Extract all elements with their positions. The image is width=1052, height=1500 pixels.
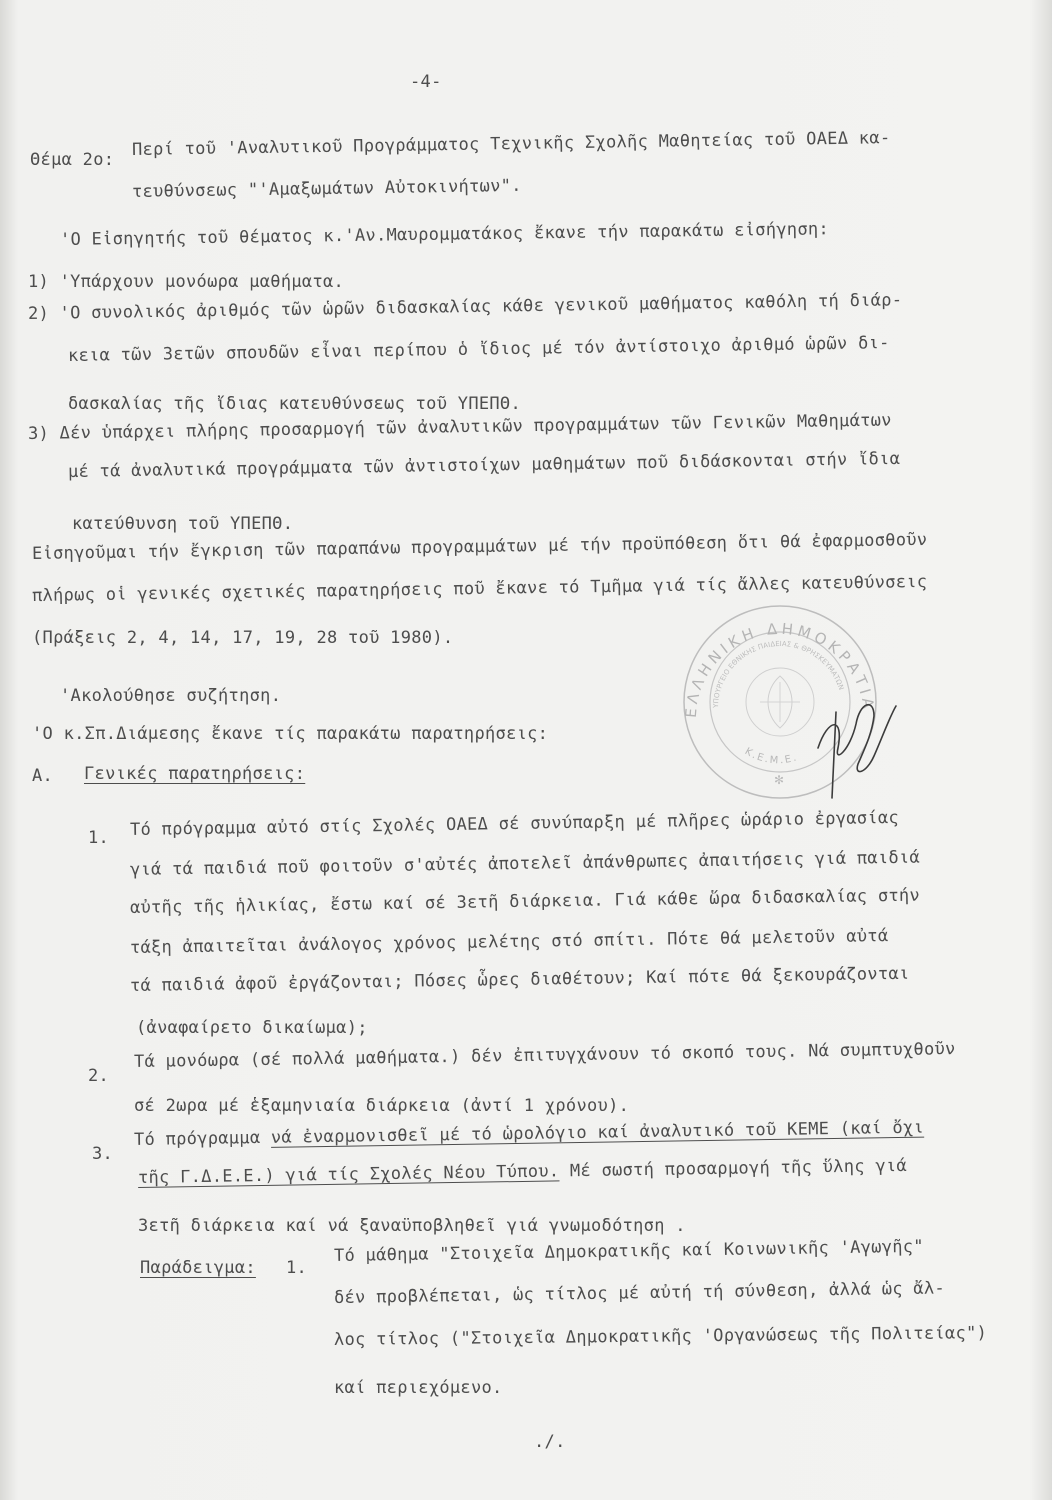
example-line-2: δέν προβλέπεται, ὡς τίτλος μέ αὐτή τή σύνθεση, ἀλλά ὡς ἄλ- — [333, 1278, 946, 1308]
obs-3-line-2 — [138, 1156, 907, 1188]
example-line-4: καί περιεχόμενο. — [334, 1378, 503, 1398]
obs-1-line-2: γιά τά παιδιά ποῦ φοιτοῦν σ'αὐτές ἀποτελεῖ ἀπάνθρωπες ἀπαιτήσεις γιά παιδιά — [129, 847, 921, 880]
obs-2-line-2: σέ 2ωρα μέ ἑξαμηνιαία διάρκεια (ἀντί 1 χρόνου). — [134, 1096, 630, 1116]
svg-text:Κ.Ε.Μ.Ε. — [743, 746, 800, 766]
proposal-line-1: Εἰσηγοῦμαι τήν ἔγκριση τῶν παραπάνω προγραμμάτων μέ τήν προϋπόθεση ὅτι θά ἐφαρμοσθοῦν — [31, 529, 928, 564]
continuation-mark: ./. — [534, 1432, 566, 1452]
obs-2-number: 2. — [88, 1066, 110, 1086]
obs-1-line-3: αὐτῆς τῆς ἡλικίας, ἔστω καί σέ 3ετῆ διάρκεια. Γιά κάθε ὥρα διδασκαλίας στήν — [129, 885, 921, 918]
obs-3-line-2-underlined: τῆς Γ.Δ.Ε.Ε.) γιά τίς Σχολές Νέου Τύπου. — [137, 1161, 560, 1188]
example-line-1: Τό μάθημα "Στοιχεῖα Δημοκρατικῆς καί Κοινωνικῆς 'Αγωγῆς" — [333, 1236, 925, 1266]
discussion-text: 'Ακολούθησε συζήτηση. — [60, 686, 282, 706]
stamp-bottom-text: Κ.Ε.Μ.Ε. — [742, 746, 800, 767]
svg-text:✻: ✻ — [774, 773, 785, 787]
point-1: 1) 'Υπάρχουν μονόωρα μαθήματα. — [28, 272, 345, 292]
example-number: 1. — [286, 1258, 308, 1278]
section-a-letter: Α. — [32, 766, 54, 786]
obs-3-line-1 — [134, 1118, 924, 1150]
obs-3-line-2-rest: Μέ σωστή προσαρμογή τῆς ὕλης γιά — [559, 1155, 908, 1182]
obs-3-number: 3. — [92, 1144, 114, 1164]
obs-3-line-3: 3ετῆ διάρκεια καί νά ξαναϋποβληθεῖ γιά γνωμοδότηση . — [138, 1216, 686, 1236]
proposal-line-2: πλήρως οἱ γενικές σχετικές παρατηρήσεις ποῦ ἔκανε τό Τμῆμα γιά τίς ἄλλες κατευθύνσεις — [31, 571, 928, 606]
stamp-outer-text: ΕΛΛΗΝΙΚΗ ΔΗΜΟΚΡΑΤΙΑ — [681, 619, 878, 719]
point-3-line-1: 3) Δέν ὑπάρχει πλήρης προσαρμογή τῶν ἀναλυτικῶν προγραμμάτων τῶν Γενικῶν Μαθημάτων — [27, 410, 892, 444]
heading-line-2: τευθύνσεως "'Αμαξωμάτων Αὐτοκινήτων". — [131, 175, 522, 202]
obs-2-line-1: Τά μονόωρα (σέ πολλά μαθήματα.) δέν ἐπιτυγχάνουν τό σκοπό τους. Νά συμπτυχθοῦν — [133, 1039, 956, 1072]
page-number: -4- — [410, 72, 442, 92]
section-a-title: Γενικές παρατηρήσεις: — [84, 764, 306, 784]
example-line-3: λος τίτλος ("Στοιχεῖα Δημοκρατικῆς 'Οργανώσεως τῆς Πολιτείας") — [333, 1323, 988, 1350]
point-2-line-3: δασκαλίας τῆς ἴδιας κατευθύνσεως τοῦ ΥΠΕΠΘ. — [68, 394, 521, 414]
point-2-line-1: 2) 'Ο συνολικός ἀριθμός τῶν ὡρῶν διδασκαλίας κάθε γενικοῦ μαθήματος καθόλη τή διάρ- — [27, 290, 903, 324]
speaker-text: 'Ο κ.Σπ.Διάμεσης ἔκανε τίς παρακάτω παρατηρήσεις: — [32, 724, 549, 744]
intro-text: 'Ο Εἰσηγητής τοῦ θέματος κ.'Αν.Μαυρομματάκος ἔκανε τήν παρακάτω εἰσήγηση: — [59, 219, 830, 250]
heading-label: Θέμα 2ο: — [30, 150, 115, 170]
obs-1-line-6: (ἀναφαίρετο δικαίωμα); — [136, 1018, 368, 1038]
heading-line-1: Περί τοῦ 'Αναλυτικοῦ Προγράμματος Τεχνικῆς Σχολῆς Μαθητείας τοῦ ΟΑΕΔ κα- — [131, 128, 891, 160]
point-3-line-3: κατεύθυνση τοῦ ΥΠΕΠΘ. — [72, 514, 294, 534]
obs-3-line-1-underlined: νά ἐναρμονισθεῖ μέ τό ὡρολόγιο καί ἀναλυτικό τοῦ ΚΕΜΕ (καί ὄχι — [270, 1117, 925, 1148]
point-2-line-2: κεια τῶν 3ετῶν σπουδῶν εἶναι περίπου ὁ ἴδιος μέ τόν ἀντίστοιχο ἀριθμό ὡρῶν δι- — [67, 333, 890, 366]
obs-1-number: 1. — [88, 828, 110, 848]
point-3-line-2: μέ τά ἀναλυτικά προγράμματα τῶν ἀντιστοίχων μαθημάτων ποῦ διδάσκονται στήν ἴδια — [67, 448, 901, 482]
example-label: Παράδειγμα: — [140, 1258, 256, 1278]
obs-1-line-4: τάξη ἀπαιτεῖται ἀνάλογος χρόνος μελέτης στό σπίτι. Πότε θά μελετοῦν αὐτά — [129, 926, 889, 958]
stamp-inner-text: ΥΠΟΥΡΓΕΙΟ ΕΘΝΙΚΗΣ ΠΑΙΔΕΙΑΣ & ΘΡΗΣΚΕΥΜΑΤΩΝ — [711, 639, 846, 709]
proposal-line-3: (Πράξεις 2, 4, 14, 17, 19, 28 τοῦ 1980). — [32, 628, 454, 648]
obs-1-line-5: τά παιδιά ἀφοῦ ἐργάζονται; Πόσες ὧρες διαθέτουν; Καί πότε θά ξεκουράζονται — [129, 963, 910, 996]
official-stamp — [668, 598, 898, 808]
obs-1-line-1: Τό πρόγραμμα αὐτό στίς Σχολές ΟΑΕΔ σέ συνύπαρξη μέ πλῆρες ὡράριο ἐργασίας — [129, 807, 900, 840]
stamp-emblem-icon — [746, 668, 814, 736]
obs-3-line-1-start: Τό πρόγραμμα — [133, 1127, 272, 1150]
